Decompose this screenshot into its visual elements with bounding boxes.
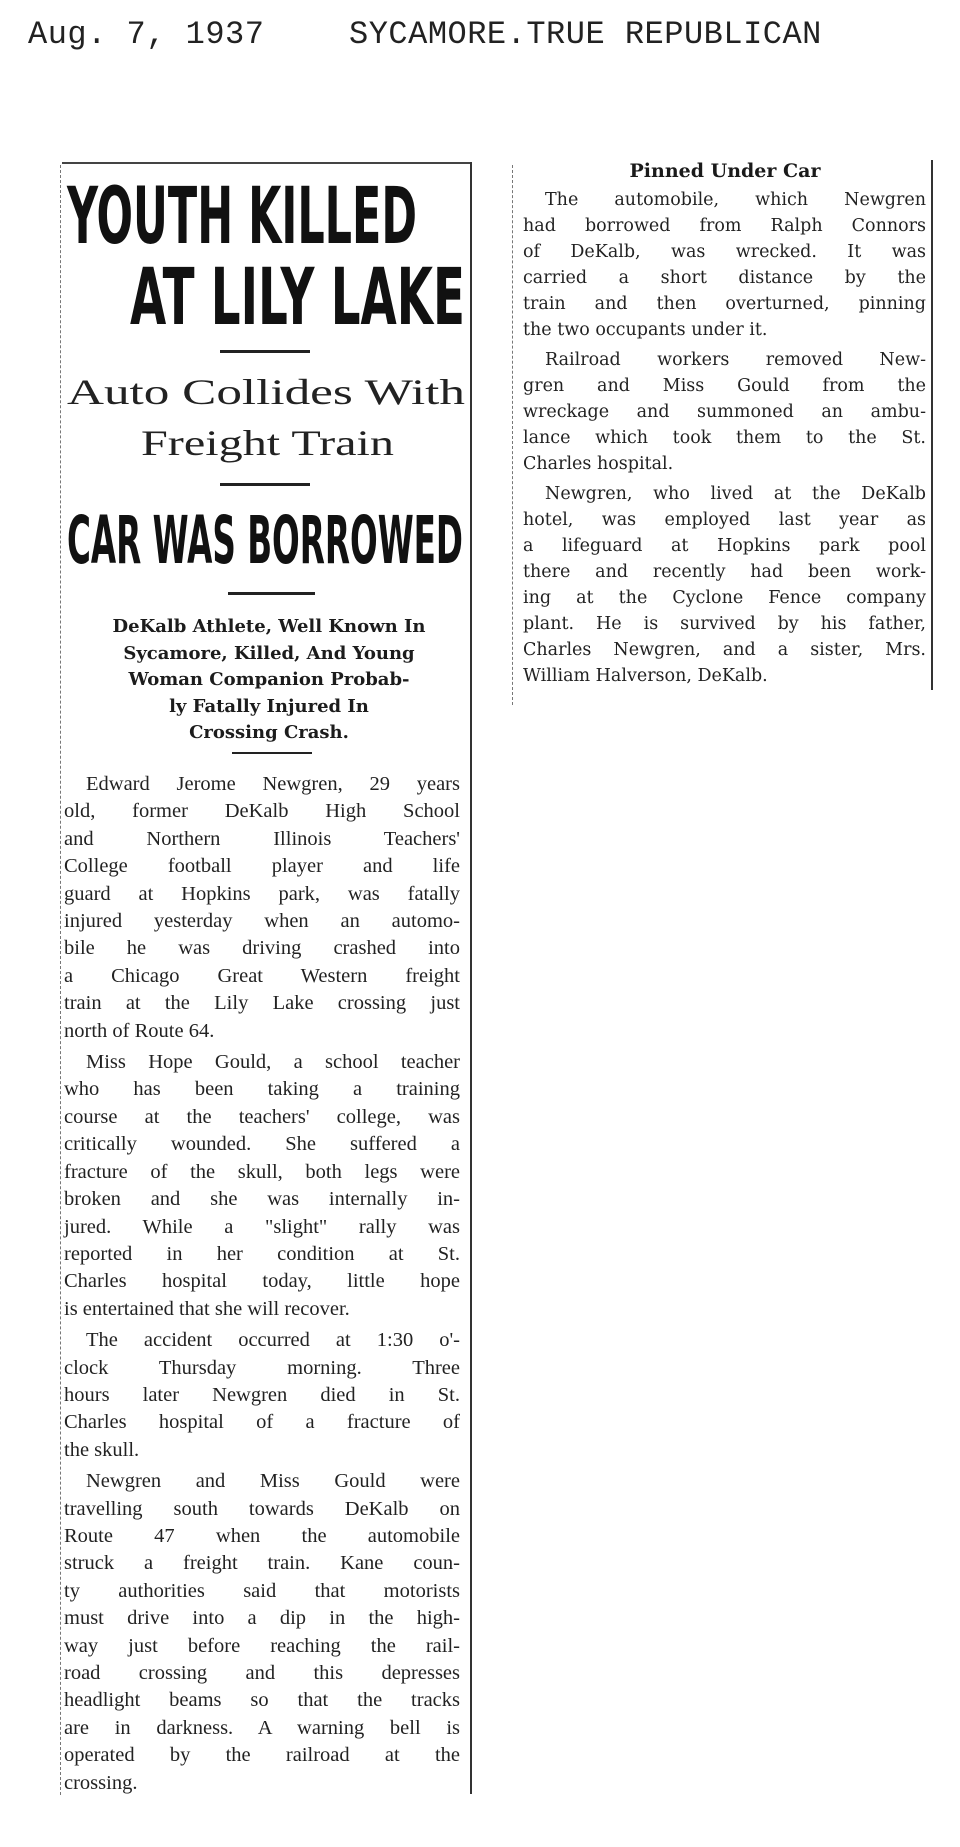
subhead-line: DeKalb Athlete, Well Known In: [112, 616, 426, 637]
column-left-border: [60, 165, 61, 1795]
column-top-rule: [62, 162, 472, 164]
text-line: north of Route 64.: [64, 1019, 215, 1042]
paragraph: [523, 481, 926, 689]
text-line: ty authorities said that motorists: [64, 1579, 460, 1602]
section-heading: Pinned Under Car: [629, 160, 821, 182]
text-line: Miss Hope Gould, a school teacher: [86, 1051, 460, 1074]
article-body-right: [523, 187, 926, 693]
right-column-left-border: [512, 165, 513, 705]
text-line: Newgren, who lived at the DeKalb: [545, 484, 926, 504]
text-line: fracture of the skull, both legs were: [64, 1160, 460, 1183]
paragraph: [64, 1049, 460, 1323]
paragraph: [64, 771, 460, 1045]
text-line: a lifeguard at Hopkins park pool: [523, 536, 926, 556]
divider-rule: [228, 592, 315, 595]
text-line: a Chicago Great Western freight: [64, 964, 460, 987]
text-line: bile he was driving crashed into: [64, 937, 460, 960]
text-line: struck a freight train. Kane coun-: [64, 1552, 460, 1575]
text-line: must drive into a dip in the high-: [64, 1607, 460, 1630]
text-line: ing at the Cyclone Fence company: [523, 588, 926, 608]
text-line: there and recently had been work-: [523, 562, 926, 582]
subhead-line: ly Fatally Injured In: [169, 695, 369, 717]
text-line: Route 47 when the automobile: [64, 1524, 460, 1547]
text-line: Newgren and Miss Gould were: [86, 1470, 460, 1493]
divider-rule: [220, 483, 310, 486]
text-line: The automobile, which Newgren: [545, 190, 926, 210]
text-line: carried a short distance by the: [523, 268, 926, 288]
paragraph: [523, 187, 926, 343]
text-line: headlight beams so that the tracks: [64, 1689, 460, 1712]
text-line: jured. While a "slight" rally was: [64, 1215, 460, 1238]
text-line: gren and Miss Gould from the: [523, 376, 926, 396]
paragraph: [64, 1327, 460, 1464]
text-line: hours later Newgren died in St.: [64, 1383, 460, 1406]
text-line: the skull.: [64, 1438, 140, 1461]
article-body-left: [64, 771, 460, 1801]
text-line: course at the teachers' college, was: [64, 1105, 460, 1128]
text-line: way just before reaching the rail-: [64, 1634, 460, 1657]
text-line: operated by the railroad at the: [64, 1744, 460, 1767]
divider-rule: [232, 752, 312, 754]
text-line: broken and she was internally in-: [64, 1188, 460, 1211]
headline-line-1: YOUTH KILLED: [67, 172, 417, 262]
text-line: injured yesterday when an automo-: [64, 910, 460, 933]
text-line: Railroad workers removed New-: [545, 350, 926, 370]
text-line: Charles hospital of a fracture of: [64, 1411, 460, 1434]
second-headline: CAR WAS BORROWED: [67, 502, 463, 579]
text-line: is entertained that she will recover.: [64, 1297, 350, 1320]
subheadline: [68, 614, 470, 747]
text-line: of DeKalb, was wrecked. It was: [523, 242, 926, 262]
text-line: reported in her condition at St.: [64, 1242, 460, 1265]
text-line: old, former DeKalb High School: [64, 800, 460, 823]
paragraph: [523, 347, 926, 477]
masthead-date: Aug. 7, 1937: [28, 16, 265, 53]
masthead-paper-name: SYCAMORE.TRUE REPUBLICAN: [349, 16, 822, 53]
deck-line-1: Auto Collides With: [67, 372, 465, 412]
text-line: The accident occurred at 1:30 o'-: [86, 1329, 460, 1352]
text-line: Edward Jerome Newgren, 29 years: [86, 773, 460, 795]
text-line: guard at Hopkins park, was fatally: [64, 882, 460, 905]
text-line: had borrowed from Ralph Connors: [523, 216, 926, 236]
paragraph: [64, 1468, 460, 1797]
text-line: plant. He is survived by his father,: [523, 614, 926, 634]
text-line: Charles Newgren, and a sister, Mrs.: [523, 640, 926, 660]
right-column-right-border: [931, 160, 933, 690]
text-line: who has been taking a training: [64, 1078, 460, 1101]
text-line: Charles hospital.: [523, 454, 674, 474]
deck-line-2: Freight Train: [141, 423, 394, 463]
text-line: Charles hospital today, little hope: [64, 1270, 460, 1293]
text-line: train and then overturned, pinning: [523, 294, 926, 314]
headline-line-2: AT LILY LAKE: [130, 253, 465, 343]
text-line: road crossing and this depresses: [64, 1662, 460, 1684]
text-line: and Northern Illinois Teachers': [64, 827, 460, 850]
text-line: travelling south towards DeKalb on: [64, 1497, 460, 1520]
text-line: wreckage and summoned an ambu-: [523, 402, 926, 422]
text-line: hotel, was employed last year as: [523, 510, 926, 530]
column-right-border: [470, 162, 472, 1794]
text-line: critically wounded. She suffered a: [64, 1133, 460, 1156]
text-line: crossing.: [64, 1771, 138, 1794]
text-line: lance which took them to the St.: [523, 428, 926, 448]
text-line: clock Thursday morning. Three: [64, 1356, 460, 1379]
divider-rule: [220, 350, 310, 353]
subhead-line: Sycamore, Killed, And Young: [123, 642, 415, 664]
text-line: College football player and life: [64, 855, 460, 878]
text-line: the two occupants under it.: [523, 320, 768, 340]
text-line: are in darkness. A warning bell is: [64, 1716, 460, 1739]
subhead-line: Woman Companion Probab-: [128, 669, 410, 690]
text-line: train at the Lily Lake crossing just: [64, 992, 460, 1015]
text-line: William Halverson, DeKalb.: [523, 666, 768, 686]
subhead-line: Crossing Crash.: [189, 722, 349, 743]
